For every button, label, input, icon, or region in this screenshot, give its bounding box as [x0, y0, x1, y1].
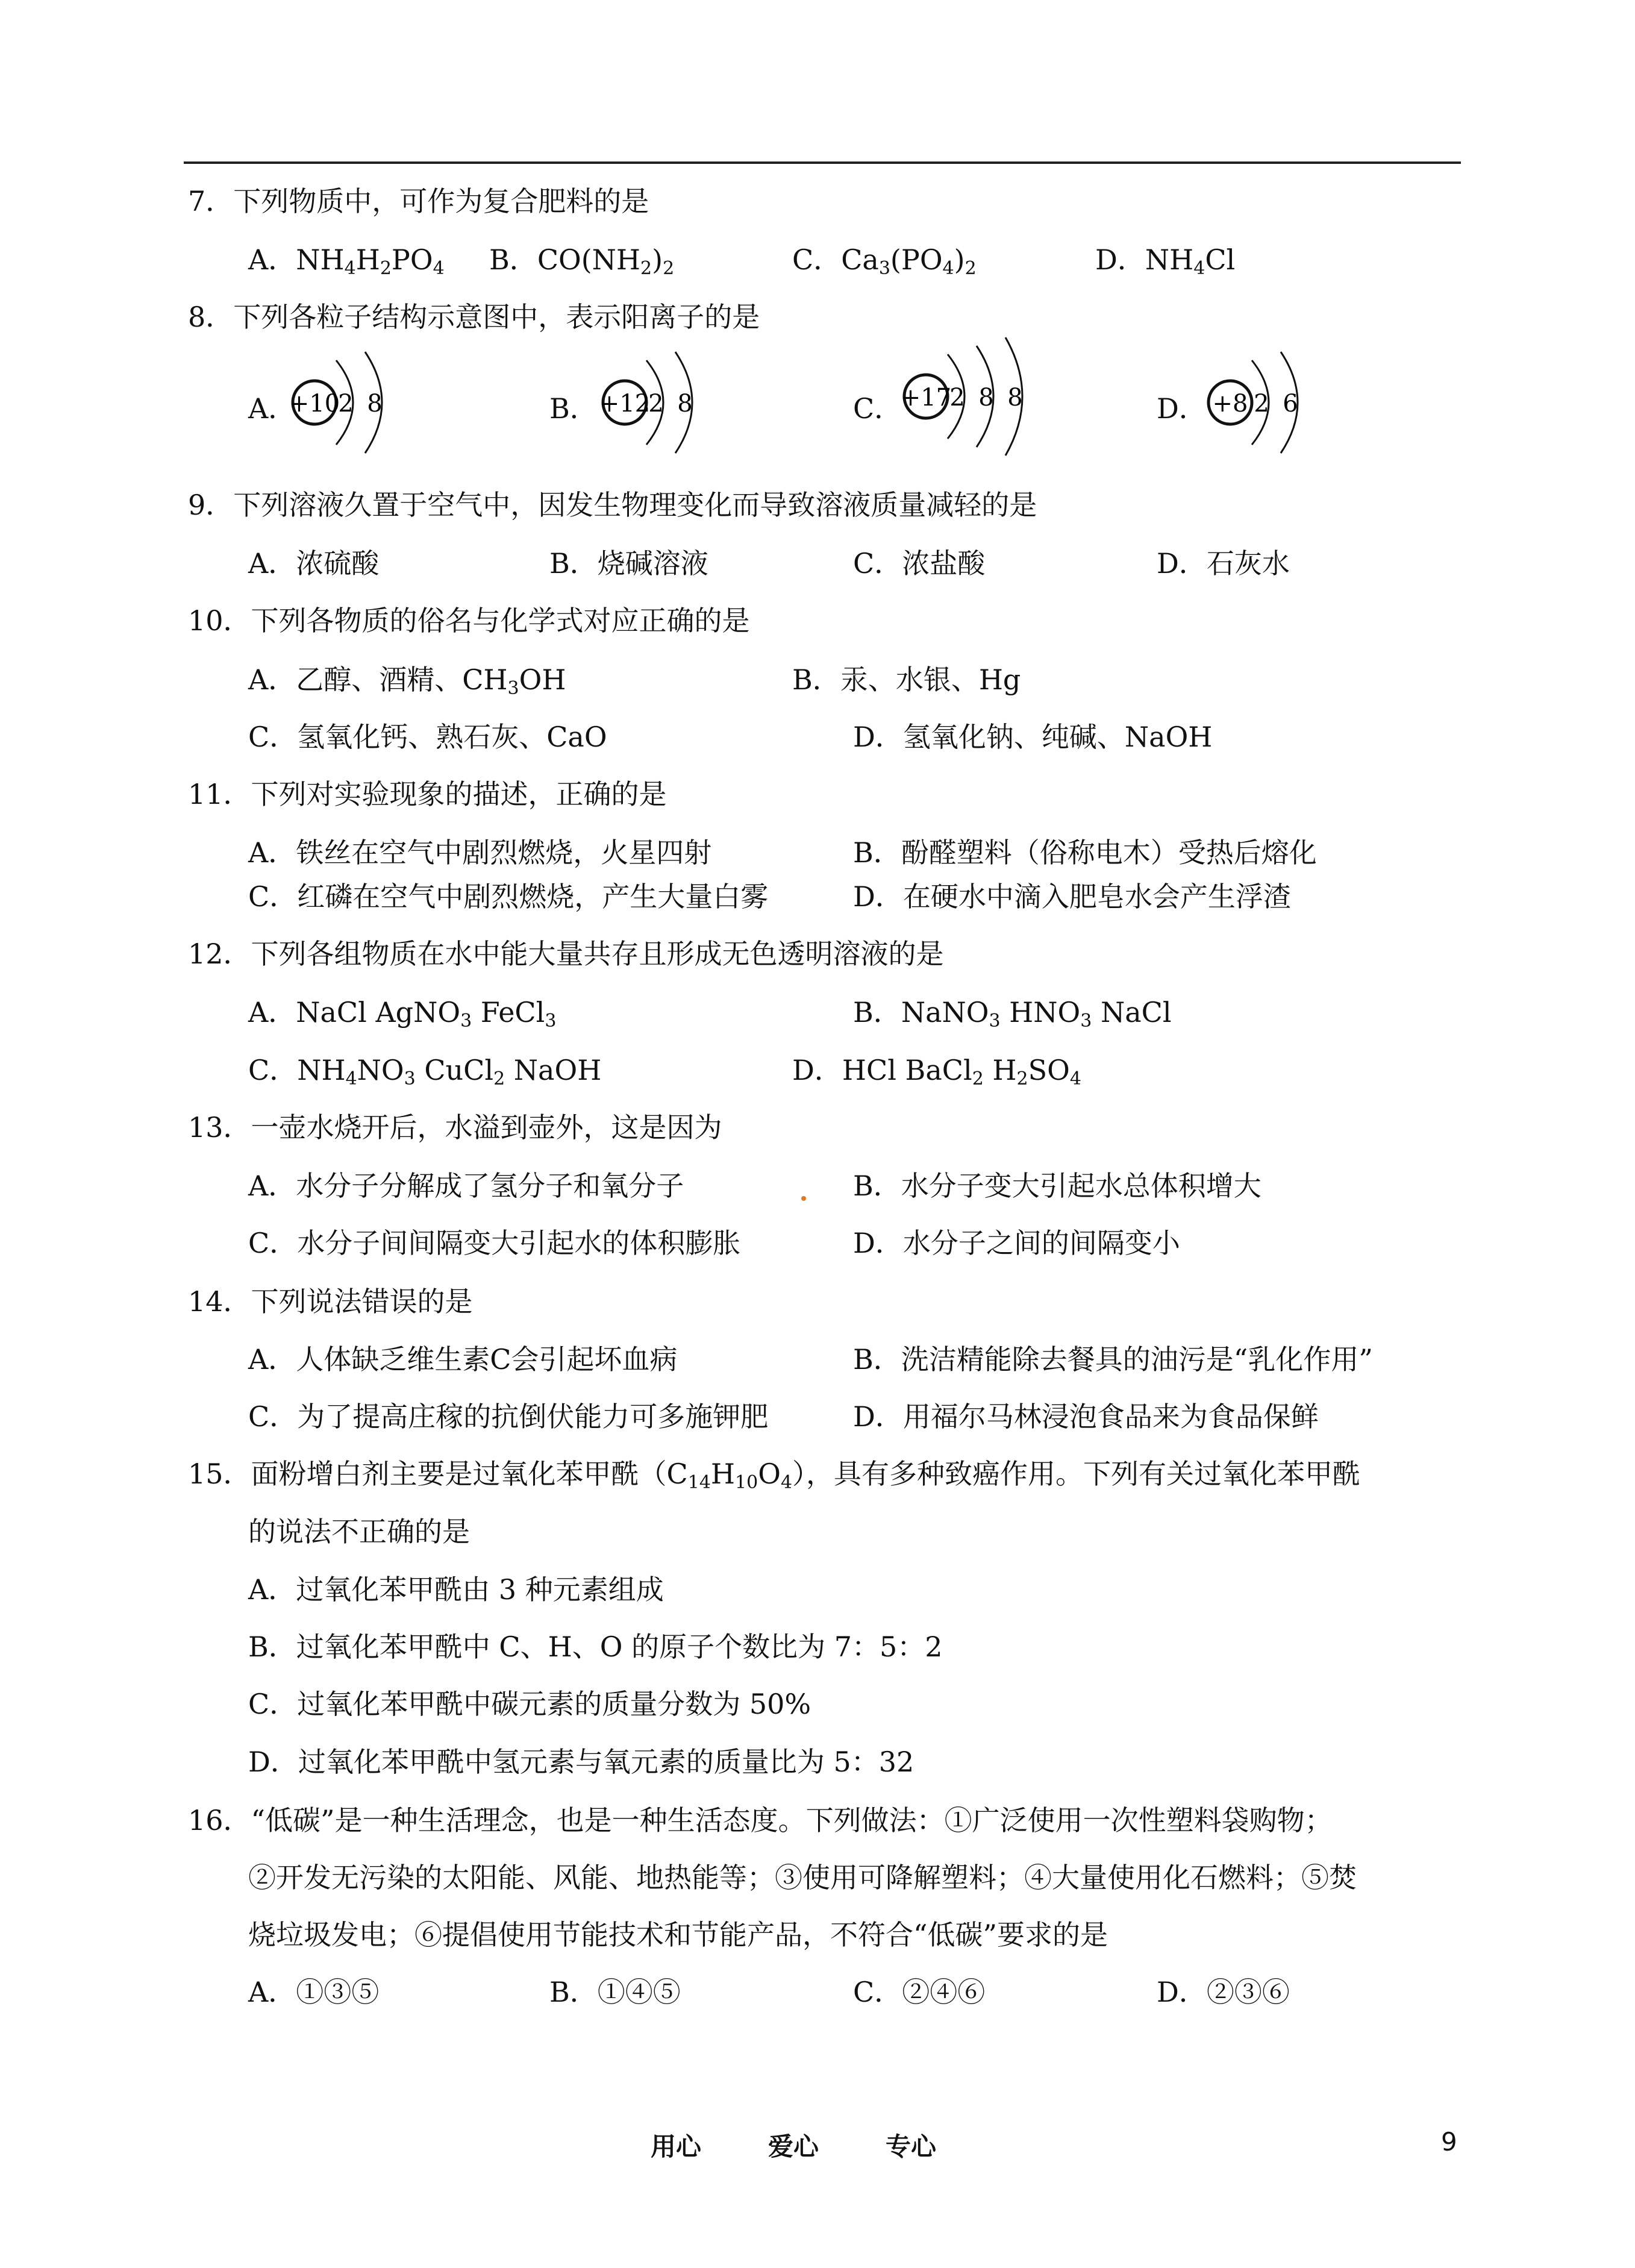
nucleus-charge: +17	[900, 384, 952, 412]
q11-stem: 11．下列对实验现象的描述，正确的是	[188, 778, 667, 810]
q15-option-b: B．过氧化苯甲酰中 C、H、O 的原子个数比为 7：5：2	[248, 1631, 943, 1663]
q14-option-d: D．用福尔马林浸泡食品来为食品保鲜	[853, 1400, 1319, 1433]
electron-count: 8	[1007, 384, 1023, 412]
q8-option-b-label: B．	[549, 392, 598, 425]
nucleus-charge: +10	[289, 390, 340, 418]
q9-option-c: C．浓盐酸	[853, 547, 986, 580]
q13-option-c: C．水分子间间隔变大引起水的体积膨胀	[248, 1227, 741, 1259]
q14-stem: 14．下列说法错误的是	[188, 1285, 473, 1318]
q15-option-a: A．过氧化苯甲酰由 3 种元素组成	[248, 1573, 664, 1606]
atom-svg	[289, 342, 413, 463]
electron-count: 2	[648, 390, 664, 418]
q15-option-d: D．过氧化苯甲酰中氢元素与氧元素的质量比为 5：32	[248, 1746, 914, 1778]
q10-stem: 10．下列各物质的俗名与化学式对应正确的是	[188, 604, 750, 637]
q13-option-d: D．水分子之间的间隔变小	[853, 1227, 1180, 1259]
q7-stem: 7．下列物质中，可作为复合肥料的是	[188, 185, 649, 218]
q11-option-c: C．红磷在空气中剧烈燃烧，产生大量白雾	[248, 880, 769, 913]
q14-option-c: C．为了提高庄稼的抗倒伏能力可多施钾肥	[248, 1400, 769, 1433]
stray-dot	[801, 1196, 806, 1201]
q9-option-b: B．烧碱溶液	[549, 547, 708, 580]
atom-svg	[599, 342, 724, 463]
atom-svg	[901, 336, 1054, 457]
q14-option-b: B．洗洁精能除去餐具的油污是“乳化作用”	[853, 1343, 1373, 1376]
electron-count: 8	[367, 390, 383, 418]
q16-option-c: C．②④⑥	[853, 1976, 986, 2008]
header-rule	[184, 161, 1461, 164]
q12-option-c: C．$NH_4NO_3$ CuCl$_2$ NaOH	[248, 1054, 602, 1089]
q16-stem-line1: 16．“低碳”是一种生活理念，也是一种生活态度。下列做法：①广泛使用一次性塑料袋购物；	[188, 1804, 1333, 1837]
q10-option-b: B．汞、水银、Hg	[792, 663, 1021, 696]
q12-option-d: D．HCl BaCl$_2$ $H_2SO_4$	[792, 1054, 1081, 1089]
q16-stem-line2: ②开发无污染的太阳能、风能、地热能等；③使用可降解塑料；④大量使用化石燃料；⑤焚	[248, 1861, 1357, 1894]
q7-option-a: A．$NH_4H_2PO_4$	[248, 243, 445, 279]
atom-diagram-c	[901, 336, 1054, 459]
q11-option-d: D．在硬水中滴入肥皂水会产生浮渣	[853, 880, 1291, 913]
q10-option-a: A．乙醇、酒精、$CH_3OH$	[248, 663, 566, 699]
q14-option-a: A．人体缺乏维生素C会引起坏血病	[248, 1343, 678, 1376]
q9-stem: 9．下列溶液久置于空气中，因发生物理变化而导致溶液质量减轻的是	[188, 489, 1037, 521]
atom-diagram-d	[1205, 342, 1329, 465]
electron-count: 2	[949, 384, 965, 412]
q8-option-c-label: C．	[853, 392, 902, 425]
q10-option-c: C．氢氧化钙、熟石灰、CaO	[248, 721, 607, 753]
q8-option-a-label: A．	[248, 392, 296, 425]
q16-option-d: D．②③⑥	[1157, 1976, 1290, 2008]
electron-count: 6	[1283, 390, 1298, 418]
q7-option-b: B．$CO(NH_2)_2$	[489, 243, 675, 279]
electron-count: 8	[978, 384, 994, 412]
q11-option-b: B．酚醛塑料（俗称电木）受热后熔化	[853, 836, 1317, 869]
q16-option-b: B．①④⑤	[549, 1976, 681, 2008]
atom-diagram-b	[599, 342, 724, 465]
q16-option-a: A．①③⑤	[248, 1976, 380, 2008]
q15-stem: 15．面粉增白剂主要是过氧化苯甲酰$(C_{14}H_{10}O_4)$，具有多种致癌作用。下列有关过氧化苯甲酰	[188, 1458, 1361, 1493]
q15-option-c: C．过氧化苯甲酰中碳元素的质量分数为 50%	[248, 1688, 811, 1720]
q7-option-d: D．$NH_4Cl$	[1095, 243, 1236, 279]
q7-option-c: C．$Ca_3(PO_4)_2$	[792, 243, 977, 279]
q11-option-a: A．铁丝在空气中剧烈燃烧，火星四射	[248, 836, 712, 869]
footer-word-3: 专心	[886, 2132, 937, 2161]
electron-count: 8	[677, 390, 693, 418]
q12-stem: 12．下列各组物质在水中能大量共存且形成无色透明溶液的是	[188, 938, 944, 970]
q15-stem-line2: 的说法不正确的是	[248, 1515, 470, 1548]
atom-svg	[1205, 342, 1329, 463]
q9-option-a: A．浓硫酸	[248, 547, 380, 580]
q8-option-d-label: D．	[1157, 392, 1207, 425]
q12-option-b: B．NaNO$_3$ $HNO_3$ NaCl	[853, 996, 1172, 1032]
q8-stem: 8．下列各粒子结构示意图中，表示阳离子的是	[188, 301, 760, 333]
q13-option-a: A．水分子分解成了氢分子和氧分子	[248, 1170, 684, 1202]
q12-option-a: A．NaCl AgNO$_3$ FeCl$_3$	[248, 996, 557, 1032]
q13-option-b: B．水分子变大引起水总体积增大	[853, 1170, 1261, 1202]
q13-stem: 13．一壶水烧开后，水溢到壶外，这是因为	[188, 1111, 722, 1144]
atom-diagram-a	[289, 342, 413, 465]
q10-option-d: D．氢氧化钠、纯碱、NaOH	[853, 721, 1213, 753]
electron-count: 2	[1254, 390, 1269, 418]
q16-stem-line3: 烧垃圾发电；⑥提倡使用节能技术和节能产品，不符合“低碳”要求的是	[248, 1919, 1108, 1951]
footer-word-2: 爱心	[768, 2132, 819, 2161]
page-number: 9	[1441, 2127, 1457, 2157]
footer-word-1: 用心	[651, 2132, 702, 2161]
q9-option-d: D．石灰水	[1157, 547, 1290, 580]
electron-count: 2	[338, 390, 354, 418]
nucleus-charge: +8	[1212, 390, 1248, 418]
nucleus-charge: +12	[599, 390, 651, 418]
